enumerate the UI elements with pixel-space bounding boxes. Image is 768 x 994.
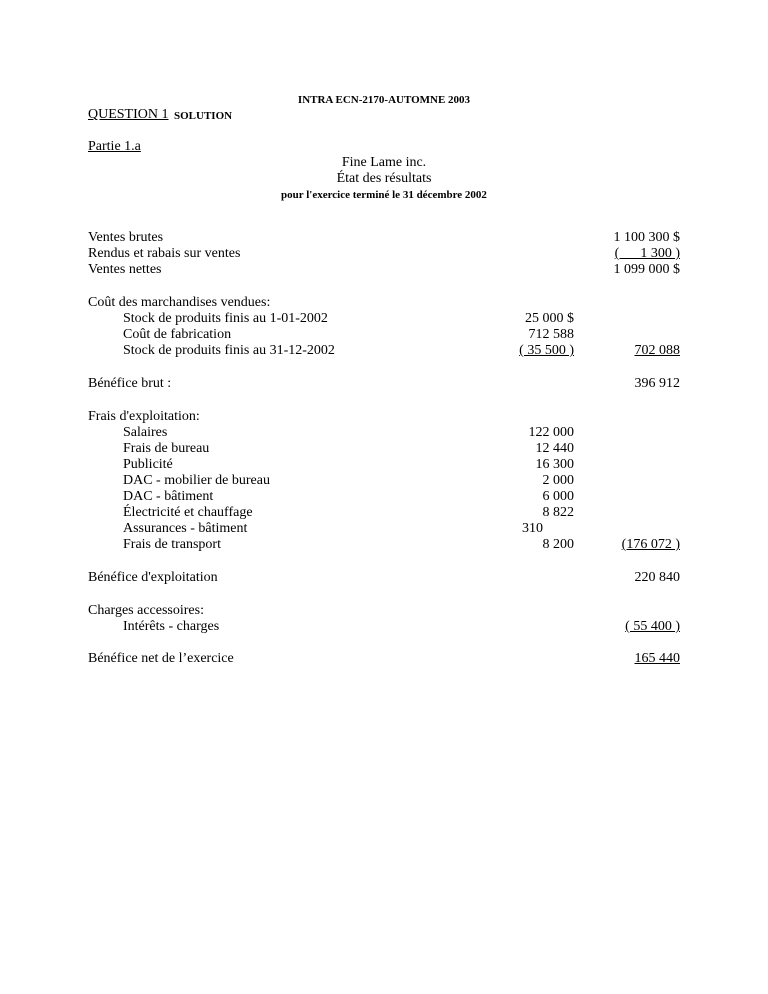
- expense-value: 8 822: [542, 505, 574, 520]
- other-charges-label: Charges accessoires:: [88, 603, 204, 618]
- expense-value: 12 440: [535, 441, 574, 456]
- gross-sales-value: 1 100 300 $: [613, 230, 680, 245]
- net-income-label: Bénéfice net de l’exercice: [88, 651, 234, 666]
- expense-label: DAC - bâtiment: [123, 489, 214, 504]
- operating-profit-value: 220 840: [634, 570, 680, 585]
- gross-sales-label: Ventes brutes: [88, 230, 164, 245]
- expense-value: 6 000: [542, 489, 574, 504]
- expense-value: 122 000: [528, 425, 574, 440]
- returns-value: ( 1 300 ): [614, 246, 680, 261]
- statement-name: État des résultats: [336, 171, 432, 186]
- returns-label: Rendus et rabais sur ventes: [88, 246, 241, 261]
- cogs-item-value: 712 588: [528, 327, 574, 342]
- gross-profit-label: Bénéfice brut :: [88, 376, 172, 391]
- expense-label: Frais de transport: [123, 537, 221, 552]
- net-sales-label: Ventes nettes: [88, 262, 162, 277]
- expense-value: 2 000: [542, 473, 574, 488]
- expense-label: Assurances - bâtiment: [123, 521, 248, 536]
- cogs-item-value: ( 35 500 ): [519, 343, 574, 358]
- expense-value: 16 300: [535, 457, 574, 472]
- statement-period: pour l'exercice terminé le 31 décembre 2002: [281, 189, 487, 201]
- cogs-label: Coût des marchandises vendues:: [88, 295, 271, 310]
- operating-profit-label: Bénéfice d'exploitation: [88, 570, 218, 585]
- document-title: INTRA ECN-2170-AUTOMNE 2003: [297, 94, 471, 106]
- expense-label: DAC - mobilier de bureau: [123, 473, 270, 488]
- expense-value: 8 200: [542, 537, 574, 552]
- operating-expenses-total: (176 072 ): [621, 537, 680, 552]
- cogs-item-label: Stock de produits finis au 1-01-2002: [123, 311, 328, 326]
- net-sales-value: 1 099 000 $: [613, 262, 680, 277]
- gross-profit-value: 396 912: [634, 376, 680, 391]
- cogs-item-label: Coût de fabrication: [123, 327, 232, 342]
- company-name: Fine Lame inc.: [341, 155, 427, 170]
- expense-label: Publicité: [123, 457, 173, 472]
- expense-label: Frais de bureau: [123, 441, 210, 456]
- expense-value: 310: [522, 521, 543, 536]
- cogs-item-label: Stock de produits finis au 31-12-2002: [123, 343, 335, 358]
- expense-label: Électricité et chauffage: [123, 505, 253, 520]
- interest-value: ( 55 400 ): [625, 619, 680, 634]
- cogs-item-value: 25 000 $: [525, 311, 574, 326]
- interest-label: Intérêts - charges: [123, 619, 220, 634]
- net-income-value: 165 440: [634, 651, 680, 666]
- part-label: Partie 1.a: [88, 139, 141, 154]
- question-label: QUESTION 1: [88, 107, 169, 122]
- cogs-total: 702 088: [634, 343, 680, 358]
- expense-label: Salaires: [123, 425, 168, 440]
- operating-expenses-label: Frais d'exploitation:: [88, 409, 200, 424]
- solution-label: SOLUTION: [174, 110, 233, 122]
